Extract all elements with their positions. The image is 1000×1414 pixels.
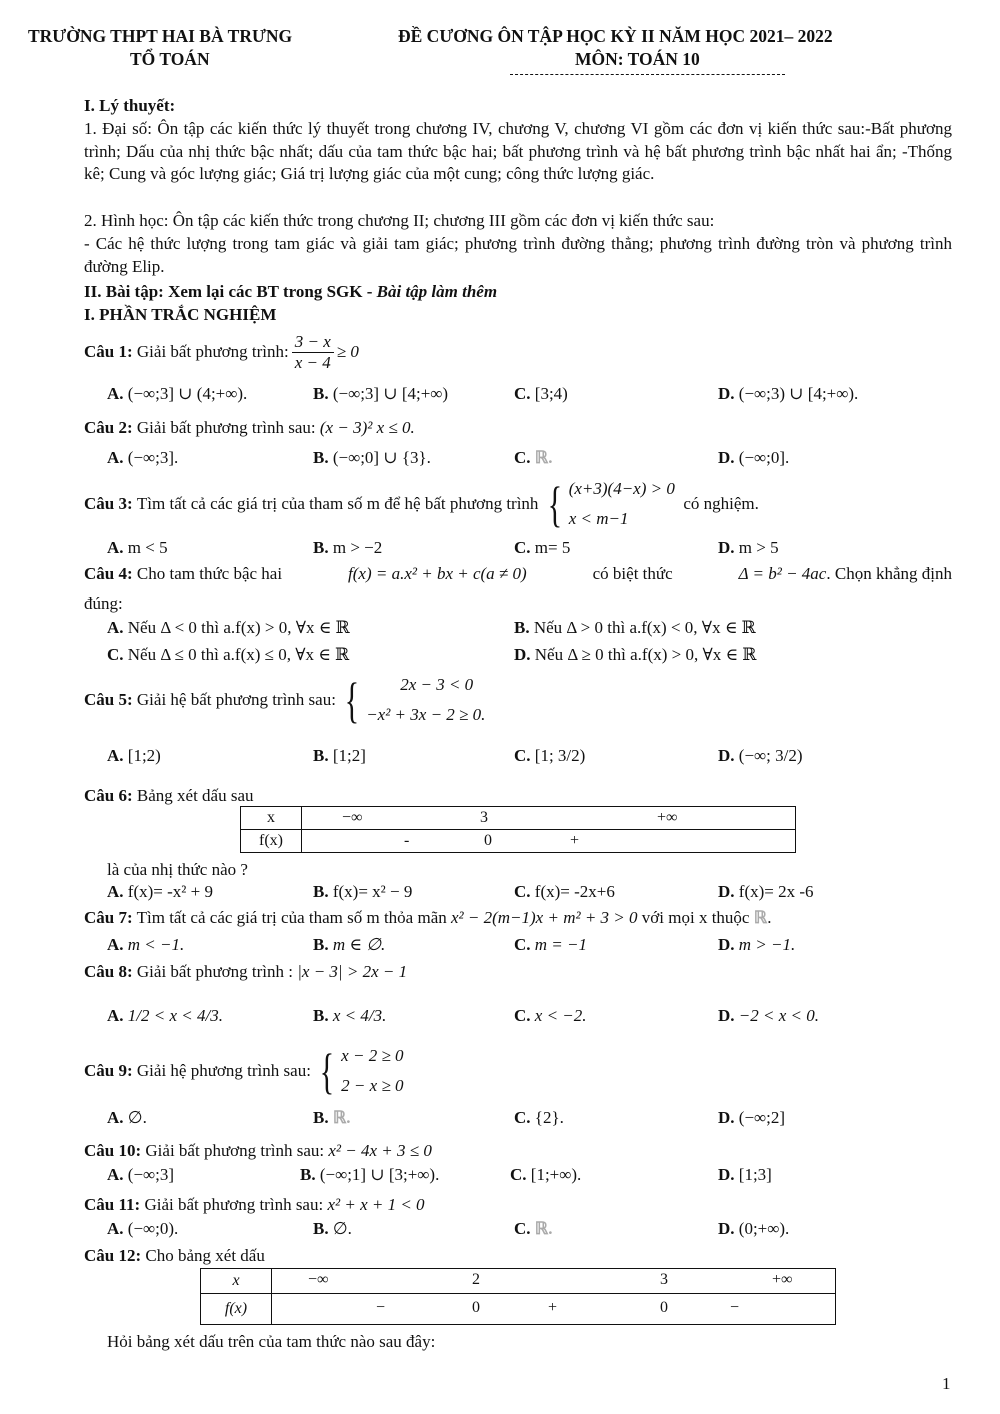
q1-option-c: C. [3;4) bbox=[514, 384, 568, 403]
page-number: 1 bbox=[942, 1374, 951, 1393]
q5-option-a: A. [1;2) bbox=[107, 746, 161, 765]
q3-option-a: A. m < 5 bbox=[107, 538, 168, 557]
q10-option-c: C. [1;+∞). bbox=[510, 1165, 582, 1184]
q4-option-a: A. Nếu Δ < 0 thì a.f(x) > 0, ∀x ∈ ℝ bbox=[107, 618, 350, 637]
q6-option-a: A. f(x)= -x² + 9 bbox=[107, 882, 213, 901]
theory-paragraph-geometry: 2. Hình học: Ôn tập các kiến thức trong chương II; chương III gồm các đơn vị kiến thức sau: bbox=[84, 211, 715, 230]
q4-option-d: D. Nếu Δ ≥ 0 thì a.f(x) > 0, ∀x ∈ ℝ bbox=[514, 645, 757, 664]
part-heading: I. PHẦN TRẮC NGHIỆM bbox=[84, 305, 277, 324]
question-10: Câu 10: Giải bất phương trình sau: x² − 4x + 3 ≤ 0 bbox=[84, 1141, 432, 1160]
document-title: ĐỀ CƯƠNG ÔN TẬP HỌC KỲ II NĂM HỌC 2021– 2022 bbox=[398, 26, 833, 46]
question-3: Câu 3: Tìm tất cả các giá trị của tham số m để hệ bất phương trình { (x+3)(4−x) > 0 x < m−1 có nghiệm. bbox=[84, 476, 759, 532]
q9-option-a: A. ∅. bbox=[107, 1108, 147, 1127]
question-4-continuation: đúng: bbox=[84, 594, 123, 613]
q9-option-c: C. {2}. bbox=[514, 1108, 564, 1127]
q10-option-b: B. (−∞;1] ∪ [3;+∞). bbox=[300, 1165, 440, 1184]
q2-option-b: B. (−∞;0] ∪ {3}. bbox=[313, 448, 431, 467]
q7-option-a: A. m < −1. bbox=[107, 935, 185, 954]
q9-option-d: D. (−∞;2] bbox=[718, 1108, 786, 1127]
q6-option-d: D. f(x)= 2x -6 bbox=[718, 882, 814, 901]
sign-table-q12: x −∞ 2 3 +∞ f(x) − 0 + 0 − bbox=[200, 1268, 836, 1325]
theory-paragraph-algebra: 1. Đại số: Ôn tập các kiến thức lý thuyết trong chương IV, chương V, chương VI gồm các đơn vị kiến thức sau:-Bất phương trình; Dấu của nhị thức bậc nhất; dấu của tam thức bậc hai; bất phương trình và hệ bất phương trình bậc nhất hai ẩn; -Thống kê; Cung và góc lượng giác; Giá trị lượng giác của một cung; công thức lượng giác. bbox=[84, 119, 952, 183]
q3-option-c: C. m= 5 bbox=[514, 538, 571, 557]
q7-option-c: C. m = −1 bbox=[514, 935, 588, 954]
exercises-heading: II. Bài tập: Xem lại các BT trong SGK - Bài tập làm thêm bbox=[84, 282, 498, 301]
q3-option-b: B. m > −2 bbox=[313, 538, 383, 557]
q1-option-d: D. (−∞;3) ∪ [4;+∞). bbox=[718, 384, 859, 403]
question-4: Câu 4: Cho tam thức bậc hai f(x) = a.x² + bx + c(a ≠ 0) có biệt thức Δ = b² − 4ac. Chọn khẳng định bbox=[84, 564, 952, 583]
q2-option-d: D. (−∞;0]. bbox=[718, 448, 790, 467]
question-6: Câu 6: Bảng xét dấu sau bbox=[84, 786, 254, 805]
q9-option-b: B. ℝ. bbox=[313, 1108, 351, 1127]
q8-option-b: B. x < 4/3. bbox=[313, 1006, 387, 1025]
q11-option-d: D. (0;+∞). bbox=[718, 1219, 790, 1238]
q1-option-a: A. (−∞;3] ∪ (4;+∞). bbox=[107, 384, 248, 403]
header-separator bbox=[510, 74, 785, 75]
question-8: Câu 8: Giải bất phương trình : |x − 3| > 2x − 1 bbox=[84, 962, 408, 981]
question-2: Câu 2: Giải bất phương trình sau: (x − 3)² x ≤ 0. bbox=[84, 418, 415, 437]
question-5: Câu 5: Giải hệ bất phương trình sau: { 2x − 3 < 0 −x² + 3x − 2 ≥ 0. bbox=[84, 672, 486, 728]
question-12-continuation: Hỏi bảng xét dấu trên của tam thức nào sau đây: bbox=[107, 1332, 436, 1351]
q4-option-b: B. Nếu Δ > 0 thì a.f(x) < 0, ∀x ∈ ℝ bbox=[514, 618, 756, 637]
q6-option-b: B. f(x)= x² − 9 bbox=[313, 882, 413, 901]
q5-option-d: D. (−∞; 3/2) bbox=[718, 746, 803, 765]
q4-option-c: C. Nếu Δ ≤ 0 thì a.f(x) ≤ 0, ∀x ∈ ℝ bbox=[107, 645, 350, 664]
q3-option-d: D. m > 5 bbox=[718, 538, 779, 557]
sign-table-q6: x −∞ 3 +∞ f(x) - 0 + bbox=[240, 806, 796, 853]
q6-option-c: C. f(x)= -2x+6 bbox=[514, 882, 615, 901]
question-11: Câu 11: Giải bất phương trình sau: x² + x + 1 < 0 bbox=[84, 1195, 425, 1214]
equation-system: { x − 2 ≥ 0 2 − x ≥ 0 bbox=[319, 1043, 404, 1099]
question-6-continuation: là của nhị thức nào ? bbox=[107, 860, 248, 879]
q2-option-c: C. ℝ. bbox=[514, 448, 553, 467]
school-name: TRƯỜNG THPT HAI BÀ TRƯNG bbox=[28, 26, 293, 46]
theory-heading: I. Lý thuyết: bbox=[84, 96, 176, 115]
q5-option-b: B. [1;2] bbox=[313, 746, 366, 765]
subject-title: MÔN: TOÁN 10 bbox=[575, 49, 700, 69]
question-7: Câu 7: Tìm tất cả các giá trị của tham số m thỏa mãn x² − 2(m−1)x + m² + 3 > 0 với mọi x thuộc ℝ. bbox=[84, 908, 772, 927]
q11-option-a: A. (−∞;0). bbox=[107, 1219, 179, 1238]
q8-option-c: C. x < −2. bbox=[514, 1006, 587, 1025]
fraction-expression: $\frac{3 - x}{x - 4}$ bbox=[292, 332, 334, 373]
q11-option-b: B. ∅. bbox=[313, 1219, 352, 1238]
q8-option-a: A. 1/2 < x < 4/3. bbox=[107, 1006, 223, 1025]
q2-option-a: A. (−∞;3]. bbox=[107, 448, 179, 467]
question-9: Câu 9: Giải hệ phương trình sau: { x − 2 ≥ 0 2 − x ≥ 0 bbox=[84, 1043, 404, 1099]
q7-option-d: D. m > −1. bbox=[718, 935, 796, 954]
q7-option-b: B. m ∈ ∅. bbox=[313, 935, 386, 954]
q1-option-b: B. (−∞;3] ∪ [4;+∞) bbox=[313, 384, 449, 403]
q8-option-d: D. −2 < x < 0. bbox=[718, 1006, 819, 1025]
q5-option-c: C. [1; 3/2) bbox=[514, 746, 586, 765]
question-12: Câu 12: Cho bảng xét dấu bbox=[84, 1246, 265, 1265]
q10-option-a: A. (−∞;3] bbox=[107, 1165, 175, 1184]
department-name: TỔ TOÁN bbox=[130, 49, 210, 69]
inequality-system: { (x+3)(4−x) > 0 x < m−1 bbox=[547, 476, 675, 532]
q10-option-d: D. [1;3] bbox=[718, 1165, 772, 1184]
theory-paragraph-geometry-detail: - Các hệ thức lượng trong tam giác và giải tam giác; phương trình đường thẳng; phương trình đường tròn và phương trình đường Elip. bbox=[84, 234, 952, 276]
inequality-system: { 2x − 3 < 0 −x² + 3x − 2 ≥ 0. bbox=[344, 672, 486, 728]
question-1: Câu 1: Giải bất phương trình: $\frac{3 - x}{x - 4}$ ≥ 0 bbox=[84, 331, 359, 372]
q11-option-c: C. ℝ. bbox=[514, 1219, 553, 1238]
